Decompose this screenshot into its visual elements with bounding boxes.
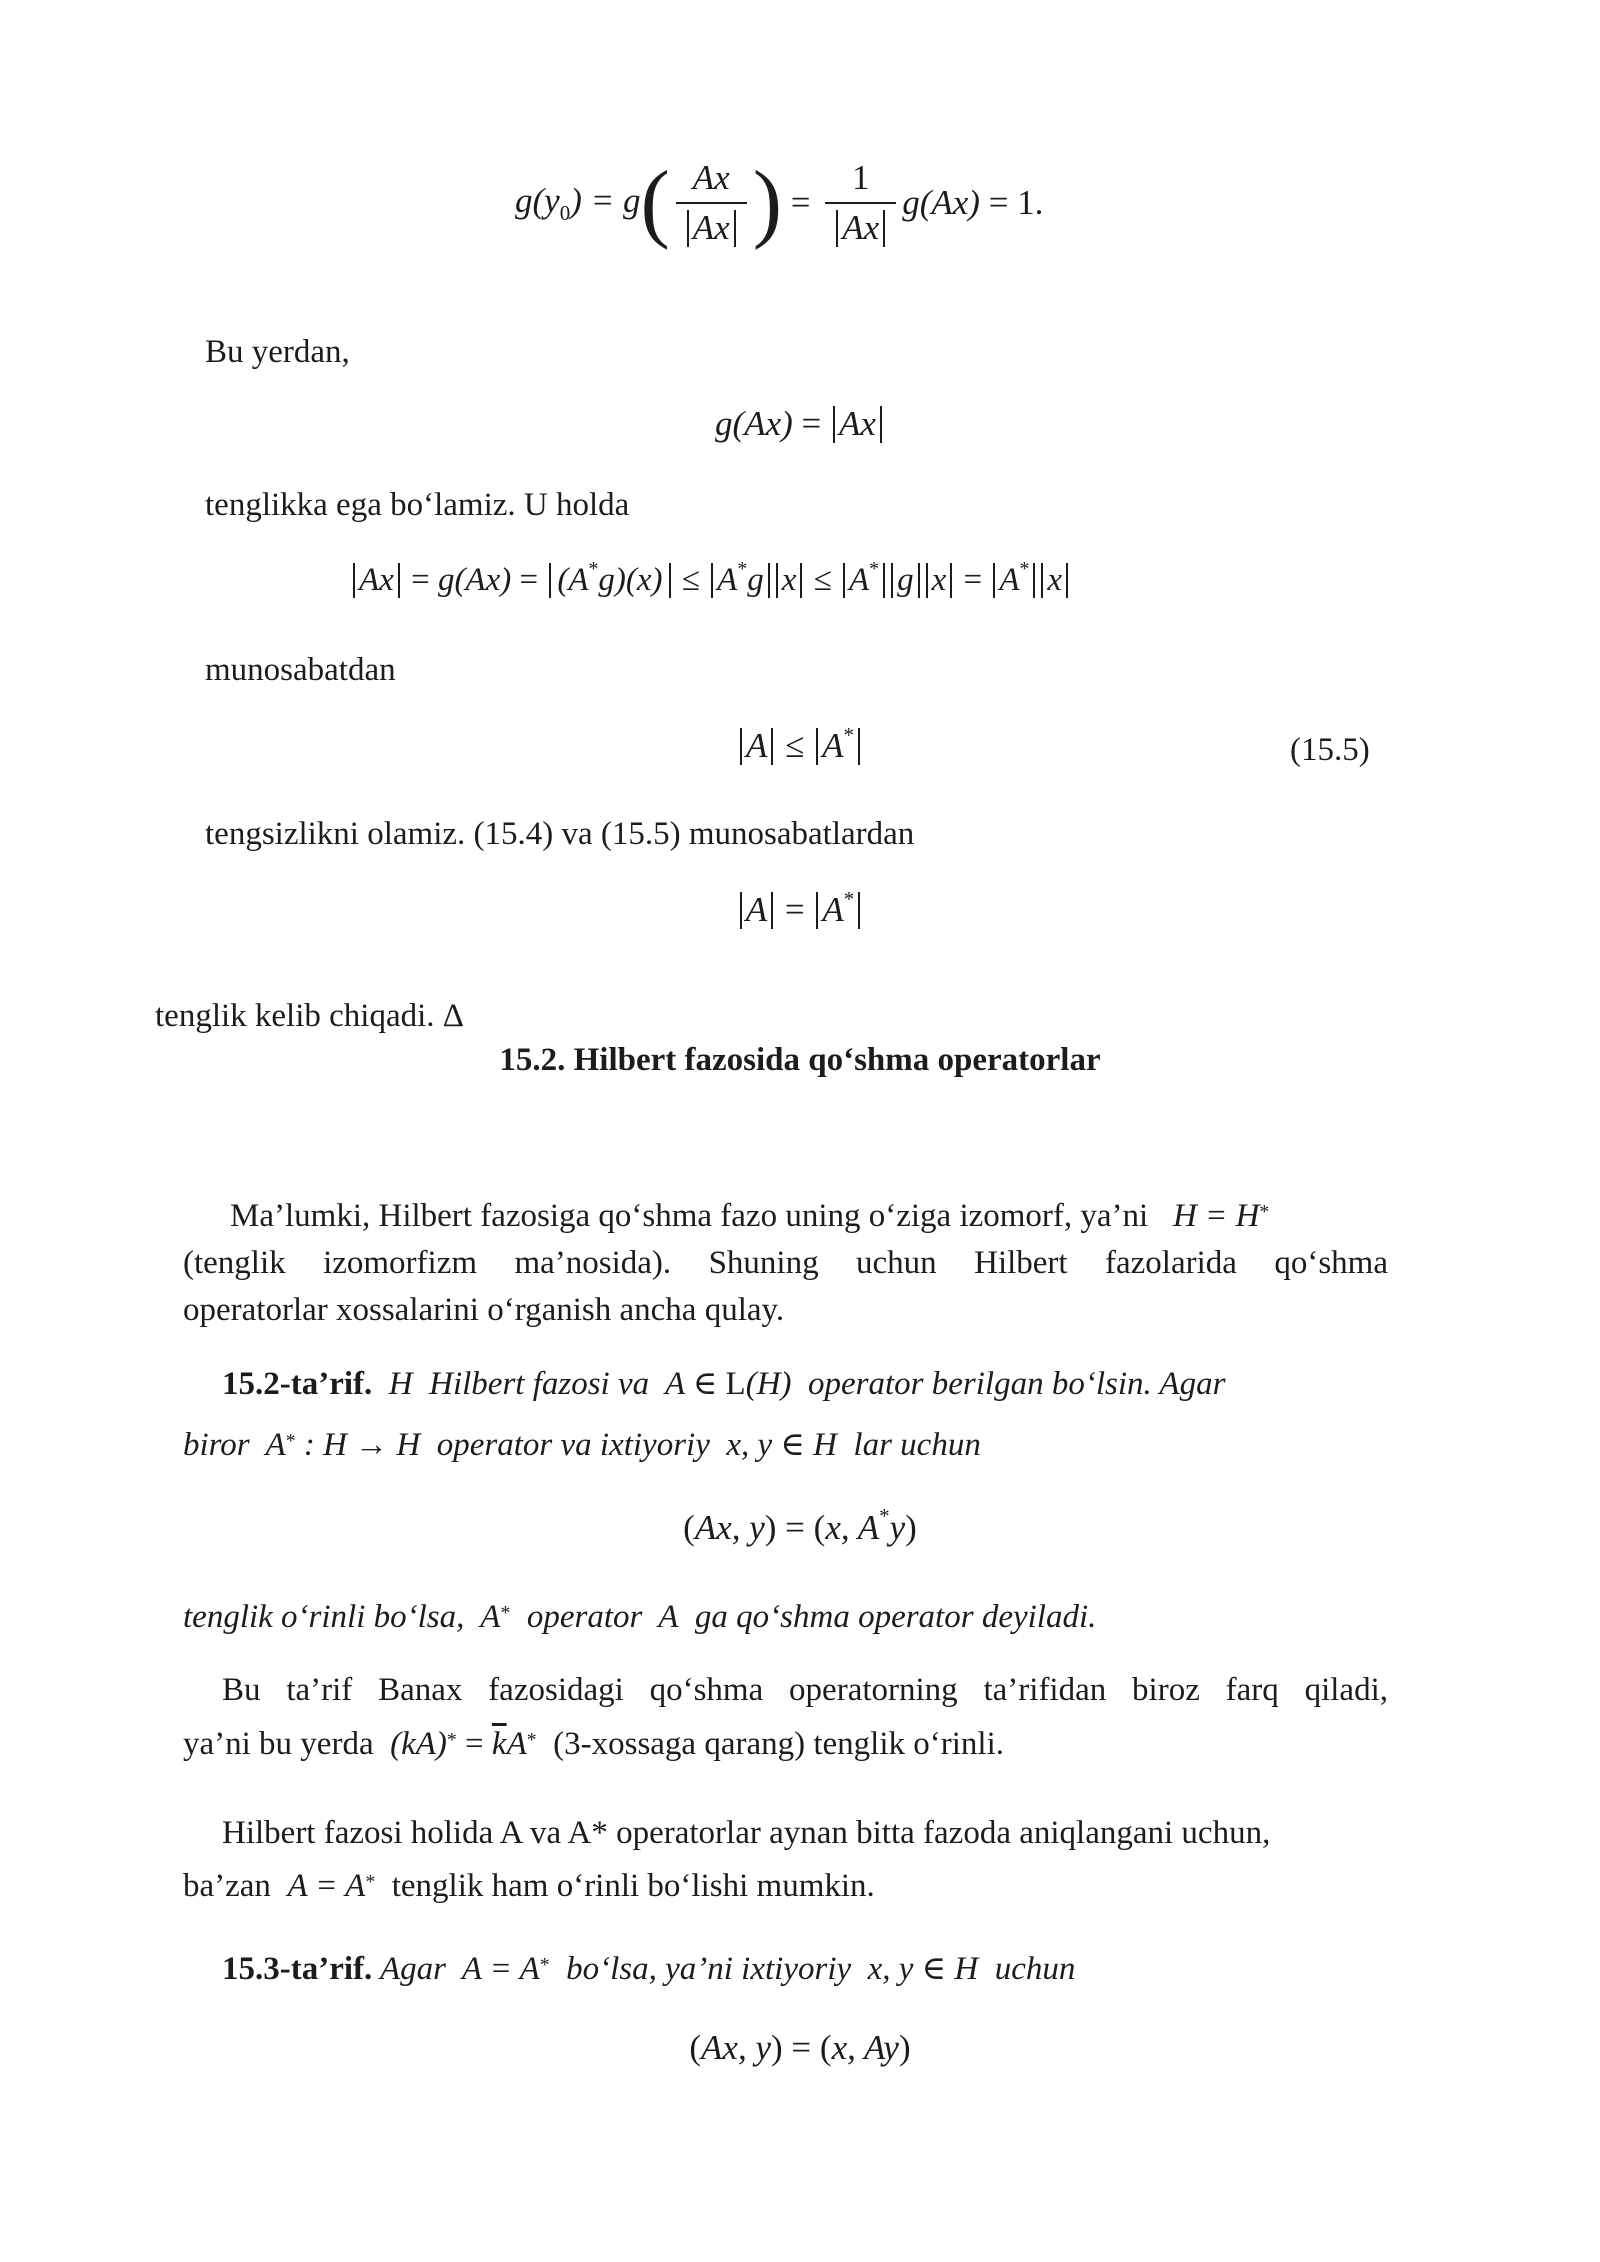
paragraph-4-line-1: Hilbert fazosi holida A va A* operatorlar aynan bitta fazoda aniqlangani uchun, <box>222 1815 1271 1851</box>
p3-text-b: (3-xossaga qarang) tenglik o‘rinli. <box>553 1726 1004 1762</box>
text-tenglik-kelib: tenglik kelib chiqadi. Δ <box>155 998 464 1034</box>
p1-text: Ma’lumki, Hilbert fazosiga qo‘shma fazo uning o‘ziga izomorf, ya’ni <box>230 1198 1149 1234</box>
formula-norm-equality: A = A* <box>0 890 1600 930</box>
definition-15-2-line-2: biror A* : H → H operator va ixtiyoriy x, y ∈ H lar uchun <box>183 1427 981 1463</box>
def-15-3-text-c: uchun <box>994 1951 1076 1987</box>
formula-adjoint-definition: (Ax, y) = (x, A*y) <box>683 1504 917 1547</box>
formula-norm-chain: Ax = g(Ax) = (A*g)(x) ≤ A*g x ≤ A* g x = A* x <box>350 562 1071 599</box>
p4-text-b: tenglik ham o‘rinli bo‘lishi mumkin. <box>391 1868 875 1904</box>
def-15-2-text-g: operator <box>526 1599 643 1635</box>
equation-number-15-5: (15.5) <box>1290 732 1370 768</box>
def-15-2-text-b: operator berilgan bo‘lsin. Agar <box>808 1366 1226 1402</box>
def-15-2-text-c: biror <box>183 1427 250 1463</box>
definition-15-2-end: tenglik o‘rinli bo‘lsa, A* operator A ga qo‘shma operator deyiladi. <box>183 1599 1097 1635</box>
def-15-3-label: 15.3-ta’rif. <box>222 1951 373 1987</box>
p4-text-a: ba’zan <box>183 1868 271 1904</box>
def-15-2-text-f: tenglik o‘rinli bo‘lsa, <box>183 1599 465 1635</box>
paragraph-3-line-2: ya’ni bu yerda $(kA)^* = \overline{k}A^*$ (3-xossaga qarang) tenglik o‘rinli. <box>183 1726 1004 1762</box>
text-tengsizlikni: tengsizlikni olamiz. (15.4) va (15.5) munosabatlardan <box>205 816 915 852</box>
text-munosabatdan: munosabatdan <box>205 652 396 688</box>
def-15-3-text-b: bo‘lsa, ya’ni ixtiyoriy <box>566 1951 852 1987</box>
text-bu-yerdan: Bu yerdan, <box>205 334 350 370</box>
paragraph-3-line-1: Bu ta’rif Banax fazosidagi qo‘shma operatorning ta’rifidan biroz farq qiladi, <box>222 1672 1388 1708</box>
def-15-2-text-d: operator va ixtiyoriy <box>436 1427 710 1463</box>
formula-g-ax-norm: g(Ax) = Ax <box>0 404 1600 444</box>
def-15-2-text-a: Hilbert fazosi va <box>429 1366 650 1402</box>
paragraph-1-line-2: (tenglik izomorfizm ma’nosida). Shuning uchun Hilbert fazolarida qo‘shma <box>183 1245 1388 1281</box>
def-15-2-text-e: lar uchun <box>853 1427 981 1463</box>
p3-text-a: ya’ni bu yerda <box>183 1726 374 1762</box>
def-15-3-text-a: Agar <box>379 1951 446 1987</box>
paragraph-4-line-2: ba’zan A = A* tenglik ham o‘rinli bo‘lishi mumkin. <box>183 1868 875 1904</box>
section-title: 15.2. Hilbert fazosida qo‘shma operatorlar <box>499 1042 1101 1078</box>
text-tenglikka: tenglikka ega bo‘lamiz. U holda <box>205 487 630 523</box>
formula-15-5: A ≤ A* <box>0 726 1600 766</box>
paragraph-1-line-1: Ma’lumki, Hilbert fazosiga qo‘shma fazo uning o‘ziga izomorf, ya’ni H = H* <box>230 1198 1270 1234</box>
definition-15-2-line-1: 15.2-ta’rif. H Hilbert fazosi va A ∈ L(H) operator berilgan bo‘lsin. Agar <box>222 1366 1226 1402</box>
formula-self-adjoint: (Ax, y) = (x, Ay) <box>689 2028 911 2067</box>
paragraph-1-line-3: operatorlar xossalarini o‘rganish ancha qulay. <box>183 1292 785 1328</box>
definition-15-3: 15.3-ta’rif. Agar A = A* bo‘lsa, ya’ni ixtiyoriy x, y ∈ H uchun <box>222 1951 1076 1987</box>
def-15-2-text-h: ga qo‘shma operator deyiladi. <box>694 1599 1097 1635</box>
formula-g-y0: $g(y_0) = g$ ( $\frac{Ax}{Ax}$ ) = $\frac{1}{Ax}$ g(Ax) = 1. <box>515 154 1044 251</box>
def-15-2-label: 15.2-ta’rif. <box>222 1366 373 1402</box>
